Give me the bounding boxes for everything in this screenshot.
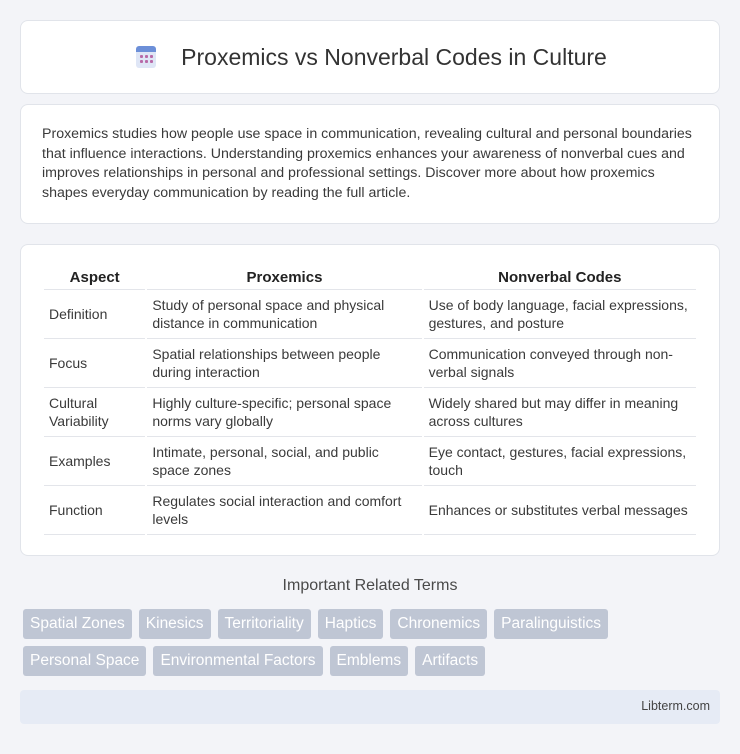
tag-spatial-zones[interactable]: Spatial Zones xyxy=(23,609,132,639)
tag-kinesics[interactable]: Kinesics xyxy=(139,609,211,639)
row-proxemics: Spatial relationships between people during interaction xyxy=(147,339,421,388)
table-row xyxy=(44,290,696,339)
table-row xyxy=(44,486,696,535)
table-row xyxy=(44,339,696,388)
title-card xyxy=(20,20,720,94)
comparison-table xyxy=(42,265,698,535)
header-nonverbal-codes: Nonverbal Codes xyxy=(424,265,696,290)
row-aspect: Function xyxy=(44,486,145,535)
related-terms-tags xyxy=(23,609,723,683)
footer-site-link[interactable]: Libterm.com xyxy=(641,699,710,713)
row-aspect: Definition xyxy=(44,290,145,339)
header-aspect: Aspect xyxy=(44,265,145,290)
row-nonverbal: Enhances or substitutes verbal messages xyxy=(424,486,696,535)
related-terms-heading: Important Related Terms xyxy=(282,577,458,594)
row-proxemics: Study of personal space and physical distance in communication xyxy=(147,290,421,339)
row-nonverbal: Eye contact, gestures, facial expressions, touch xyxy=(424,437,696,486)
intro-paragraph: Proxemics studies how people use space in communication, revealing cultural and personal boundaries that influence interactions. Understanding proxemics enhances your awareness of nonverbal cues and improves relationships in personal and professional settings. Discover more about how proxemics shapes everyday communication by reading the full article. xyxy=(42,126,692,201)
table-row xyxy=(44,388,696,437)
tag-paralinguistics[interactable]: Paralinguistics xyxy=(494,609,608,639)
row-proxemics: Intimate, personal, social, and public space zones xyxy=(147,437,421,486)
footer xyxy=(20,690,720,724)
tag-territoriality[interactable]: Territoriality xyxy=(218,609,311,639)
tag-haptics[interactable]: Haptics xyxy=(318,609,384,639)
row-proxemics: Regulates social interaction and comfort levels xyxy=(147,486,421,535)
comparison-card xyxy=(20,244,720,556)
row-nonverbal: Use of body language, facial expressions, gestures, and posture xyxy=(424,290,696,339)
header-proxemics: Proxemics xyxy=(147,265,421,290)
calendar-icon xyxy=(133,44,159,70)
tag-environmental-factors[interactable]: Environmental Factors xyxy=(153,646,322,676)
intro-card xyxy=(20,104,720,224)
row-aspect: Examples xyxy=(44,437,145,486)
row-proxemics: Highly culture-specific; personal space norms vary globally xyxy=(147,388,421,437)
table-header-row xyxy=(44,265,696,290)
tag-artifacts[interactable]: Artifacts xyxy=(415,646,485,676)
tag-personal-space[interactable]: Personal Space xyxy=(23,646,146,676)
row-aspect: Focus xyxy=(44,339,145,388)
tag-chronemics[interactable]: Chronemics xyxy=(390,609,487,639)
row-nonverbal: Communication conveyed through non-verbal signals xyxy=(424,339,696,388)
table-row xyxy=(44,437,696,486)
row-aspect: Cultural Variability xyxy=(44,388,145,437)
row-nonverbal: Widely shared but may differ in meaning across cultures xyxy=(424,388,696,437)
tag-emblems[interactable]: Emblems xyxy=(330,646,409,676)
page-title: Proxemics vs Nonverbal Codes in Culture xyxy=(181,43,607,70)
